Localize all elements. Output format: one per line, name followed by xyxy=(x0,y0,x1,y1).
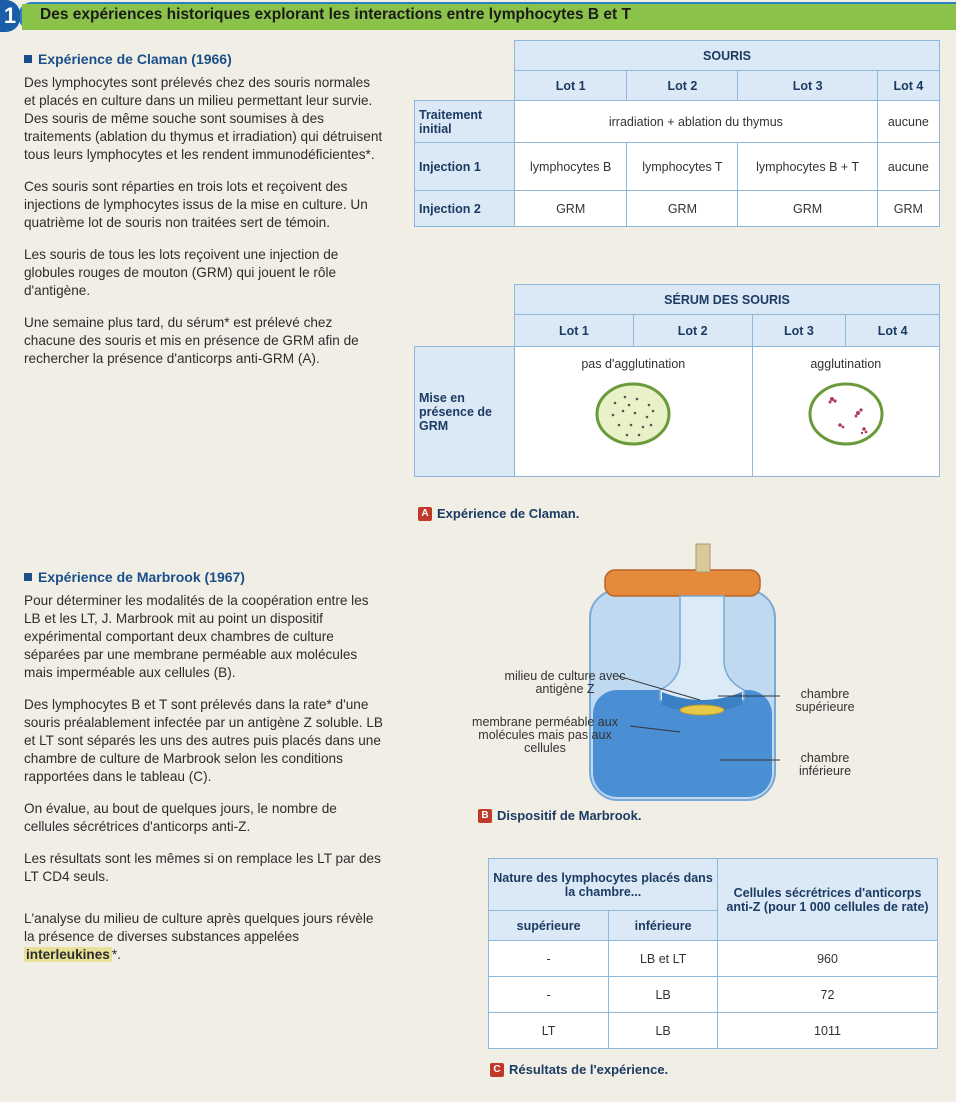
claman-heading-text: Expérience de Claman (1966) xyxy=(38,51,232,67)
cell-val: 1011 xyxy=(718,1013,938,1049)
label-chambre-inferieure: chambre inférieure xyxy=(798,751,852,778)
claman-paragraph: Des lymphocytes sont prélevés chez des souris normales et placés en culture dans un milieu permettant leur survie. Des souris de même souche sont soumises à des traitements (ablation du thymus et irradiation) qui détruisent tous leurs lymphocytes et les rendent immunodéficientes*. xyxy=(24,75,383,162)
claman-paragraph: Ces souris sont réparties en trois lots et reçoivent des injections de lymphocytes issus de la mise en culture. Un quatrième lot de souris non traitées sert de témoin. xyxy=(24,179,368,230)
cell-inf: LB xyxy=(609,1013,718,1049)
header xyxy=(0,0,956,34)
marbrook-paragraph: Les résultats sont les mêmes si on remplace les LT par des LT CD4 seuls. xyxy=(24,851,381,884)
col-header-nature: Nature des lymphocytes placés dans la chambre... xyxy=(489,859,718,911)
lot-header: Lot 1 xyxy=(515,315,634,347)
claman-paragraph: Les souris de tous les lots reçoivent une injection de globules rouges de mouton (GRM) qui jouent le rôle d'antigène. xyxy=(24,247,339,298)
souris-header: SOURIS xyxy=(515,41,940,71)
lot-header: Lot 3 xyxy=(738,71,877,101)
last-text-before: L'analyse du milieu de culture après quelques jours révèle la présence de diverses substances appelées xyxy=(24,911,374,944)
cell-val: 72 xyxy=(718,977,938,1013)
row-label-injection1: Injection 1 xyxy=(415,143,515,191)
injection2-cell: GRM xyxy=(515,191,627,227)
injection1-cell: lymphocytes B xyxy=(515,143,627,191)
diagram-leader-lines xyxy=(600,670,800,780)
empty-corner xyxy=(415,315,515,347)
col-header-cellules: Cellules sécrétrices d'anticorps anti-Z (pour 1 000 cellules de rate) xyxy=(718,859,938,941)
traitement-merged-cell: irradiation + ablation du thymus xyxy=(515,101,878,143)
caption-a-text: Expérience de Claman. xyxy=(437,506,580,521)
claman-text xyxy=(24,50,384,382)
activity-number: 1 xyxy=(0,0,20,32)
caption-c xyxy=(490,1062,668,1077)
claman-paragraph: Une semaine plus tard, du sérum* est prélevé chez chacune des souris et mis en présence de GRM afin de rechercher la présence d'anticorps anti-GRM (A). xyxy=(24,315,359,366)
marbrook-heading xyxy=(24,568,384,586)
bullet-square-icon xyxy=(24,55,32,63)
interleukines-highlight: interleukines xyxy=(26,947,110,962)
sub-header-inferieure: inférieure xyxy=(609,911,718,941)
claman-table xyxy=(414,40,940,227)
marbrook-paragraph: On évalue, au bout de quelques jours, le nombre de cellules sécrétrices d'anticorps anti-Z. xyxy=(24,801,337,834)
injection1-cell: lymphocytes T xyxy=(627,143,738,191)
label-membrane: membrane perméable aux molécules mais pas aux cellules xyxy=(472,715,618,755)
caption-a xyxy=(418,506,579,521)
empty-corner xyxy=(415,71,515,101)
last-text-after: *. xyxy=(111,947,121,962)
injection2-cell: GRM xyxy=(738,191,877,227)
page-title: Des expériences historiques explorant les interactions entre lymphocytes B et T xyxy=(40,6,631,23)
caption-c-text: Résultats de l'expérience. xyxy=(509,1062,669,1077)
marbrook-paragraph: Pour déterminer les modalités de la coopération entre les LB et les LT, J. Marbrook mit au point un dispositif expérimental comportant deux chambres de culture séparées par une membrane perméable aux molécules mais imperméable aux cellules (B). xyxy=(24,593,369,680)
cell-val: 960 xyxy=(718,941,938,977)
injection2-cell: GRM xyxy=(877,191,939,227)
lot-header: Lot 4 xyxy=(877,71,939,101)
caption-letter-c: C xyxy=(490,1063,504,1077)
cell-sup: - xyxy=(489,941,609,977)
sub-header-superieure: supérieure xyxy=(489,911,609,941)
petri-dish-clumped-icon xyxy=(806,379,886,449)
caption-letter-a: A xyxy=(418,507,432,521)
row-label-mise-en-presence: Mise en présence de GRM xyxy=(415,347,515,477)
row-label-injection2: Injection 2 xyxy=(415,191,515,227)
lot-header: Lot 4 xyxy=(846,315,940,347)
label-chambre-superieure: chambre supérieure xyxy=(795,687,855,714)
lot-header: Lot 2 xyxy=(627,71,738,101)
marbrook-paragraph-last xyxy=(24,910,384,964)
traitement-lot4: aucune xyxy=(877,101,939,143)
caption-b xyxy=(478,808,641,823)
marbrook-heading-text: Expérience de Marbrook (1967) xyxy=(38,569,245,585)
caption-letter-b: B xyxy=(478,809,492,823)
caption-b-text: Dispositif de Marbrook. xyxy=(497,808,642,823)
no-agglutination-cell xyxy=(515,347,753,477)
petri-dish-uniform-icon xyxy=(593,379,673,449)
serum-header: SÉRUM DES SOURIS xyxy=(515,285,940,315)
marbrook-text xyxy=(24,568,384,978)
cell-sup: LT xyxy=(489,1013,609,1049)
injection2-cell: GRM xyxy=(627,191,738,227)
row-label-traitement: Traitement initial xyxy=(415,101,515,143)
cell-inf: LB et LT xyxy=(609,941,718,977)
agglutination-label: agglutination xyxy=(810,357,882,371)
injection1-cell: aucune xyxy=(877,143,939,191)
empty-corner xyxy=(415,285,515,315)
injection1-cell: lymphocytes B + T xyxy=(738,143,877,191)
serum-table xyxy=(414,284,940,477)
cell-sup: - xyxy=(489,977,609,1013)
bullet-square-icon xyxy=(24,573,32,581)
cell-inf: LB xyxy=(609,977,718,1013)
lot-header: Lot 3 xyxy=(752,315,846,347)
agglutination-cell xyxy=(752,347,939,477)
marbrook-paragraph: Des lymphocytes B et T sont prélevés dans la rate* d'une souris préalablement infectée par un antigène Z soluble. LB et LT sont séparés les uns des autres puis placés dans une chambre de culture de Marbrook selon les conditions rapportées dans le tableau (C). xyxy=(24,697,383,784)
lot-header: Lot 1 xyxy=(515,71,627,101)
lot-header: Lot 2 xyxy=(633,315,752,347)
claman-heading xyxy=(24,50,384,68)
no-agglutination-label: pas d'agglutination xyxy=(581,357,686,371)
results-table xyxy=(488,858,938,1049)
label-milieu: milieu de culture avec antigène Z xyxy=(504,669,626,696)
empty-corner xyxy=(415,41,515,71)
